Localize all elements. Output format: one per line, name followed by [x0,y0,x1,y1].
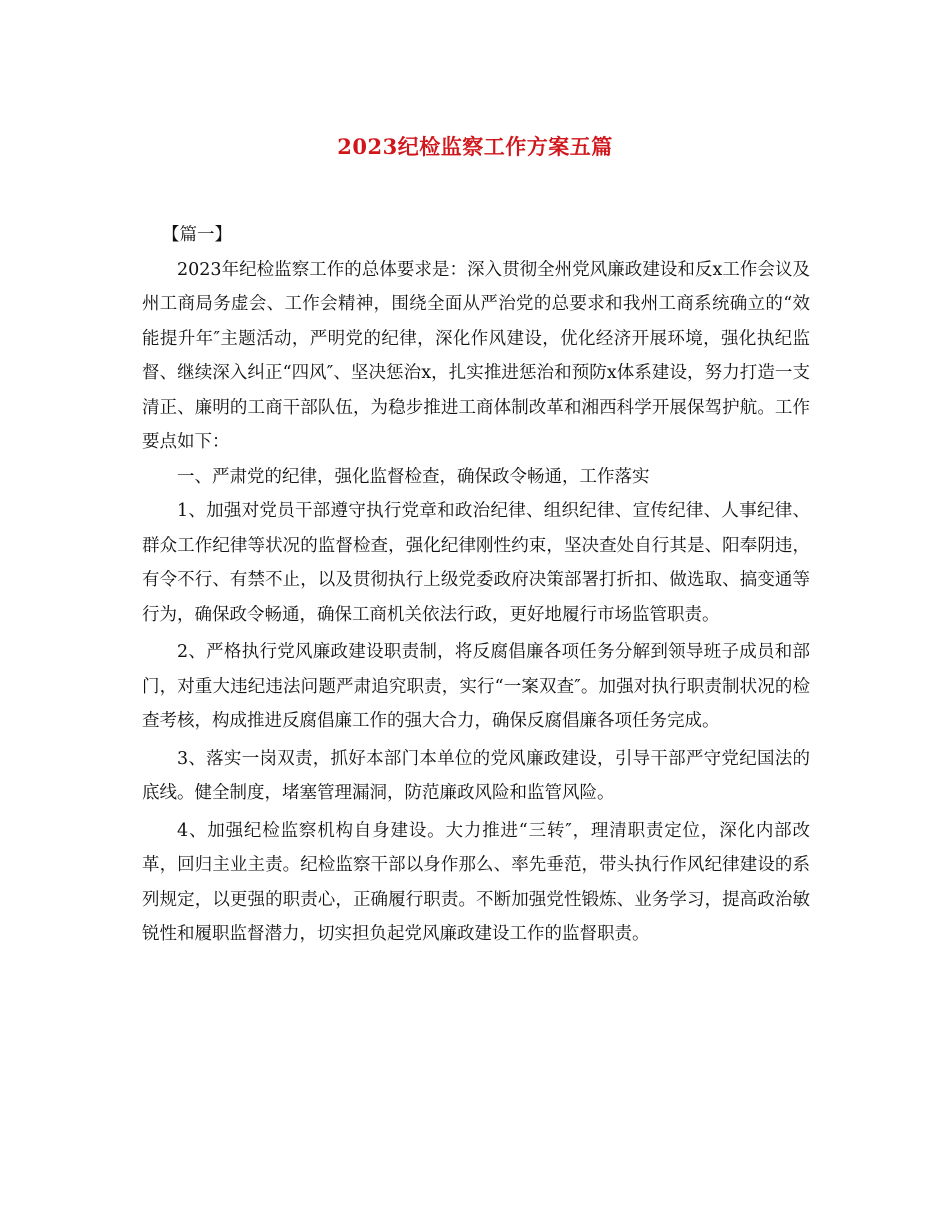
section-label: 【篇一】 [162,225,232,245]
document-body [142,218,810,952]
paragraph-item-2: 2、严格执行党风廉政建设职责制，将反腐倡廉各项任务分解到领导班子成员和部门，对重大违纪违法问题严肃追究职责，实行“一案双查″。加强对执行职责制状况的检查考核，构成推进反腐倡廉工作的强大合力，确保反腐倡廉各项任务完成。 [142,642,810,731]
paragraph-heading-1: 一、严肃党的纪律，强化监督检查，确保政令畅通，工作落实 [177,466,650,487]
paragraph-overview: 2023年纪检监察工作的总体要求是：深入贯彻全州党风廉政建设和反x工作会议及州工商局务虚会、工作会精神，围绕全面从严治党的总要求和我州工商系统确立的“效能提升年″主题活动，严明党的纪律，深化作风建设，优化经济开展环境，强化执纪监督、继续深入纠正“四风″、坚决惩治x，扎实推进惩治和预防x体系建设，努力打造一支清正、廉明的工商干部队伍，为稳步推进工商体制改革和湘西科学开展保驾护航。工作要点如下： [142,259,810,452]
paragraph-item-4: 4、加强纪检监察机构自身建设。大力推进“三转″，理清职责定位，深化内部改革，回归主业主责。纪检监察干部以身作那么、率先垂范，带头执行作风纪律建设的系列规定，以更强的职责心，正确履行职责。不断加强党性锻炼、业务学习，提高政治敏锐性和履职监督潜力，切实担负起党风廉政建设工作的监督职责。 [142,820,810,944]
document-title: 2023纪检监察工作方案五篇 [337,134,613,159]
paragraph-item-3: 3、落实一岗双责，抓好本部门本单位的党风廉政建设，引导干部严守党纪国法的底线。健全制度，堵塞管理漏洞，防范廉政风险和监管风险。 [142,748,810,803]
paragraph-item-1: 1、加强对党员干部遵守执行党章和政治纪律、组织纪律、宣传纪律、人事纪律、群众工作纪律等状况的监督检查，强化纪律刚性约束，坚决查处自行其是、阳奉阴违，有令不行、有禁不止，以及贯彻执行上级党委政府决策部署打折扣、做选取、搞变通等行为，确保政令畅通，确保工商机关依法行政，更好地履行市场监管职责。 [142,501,810,625]
